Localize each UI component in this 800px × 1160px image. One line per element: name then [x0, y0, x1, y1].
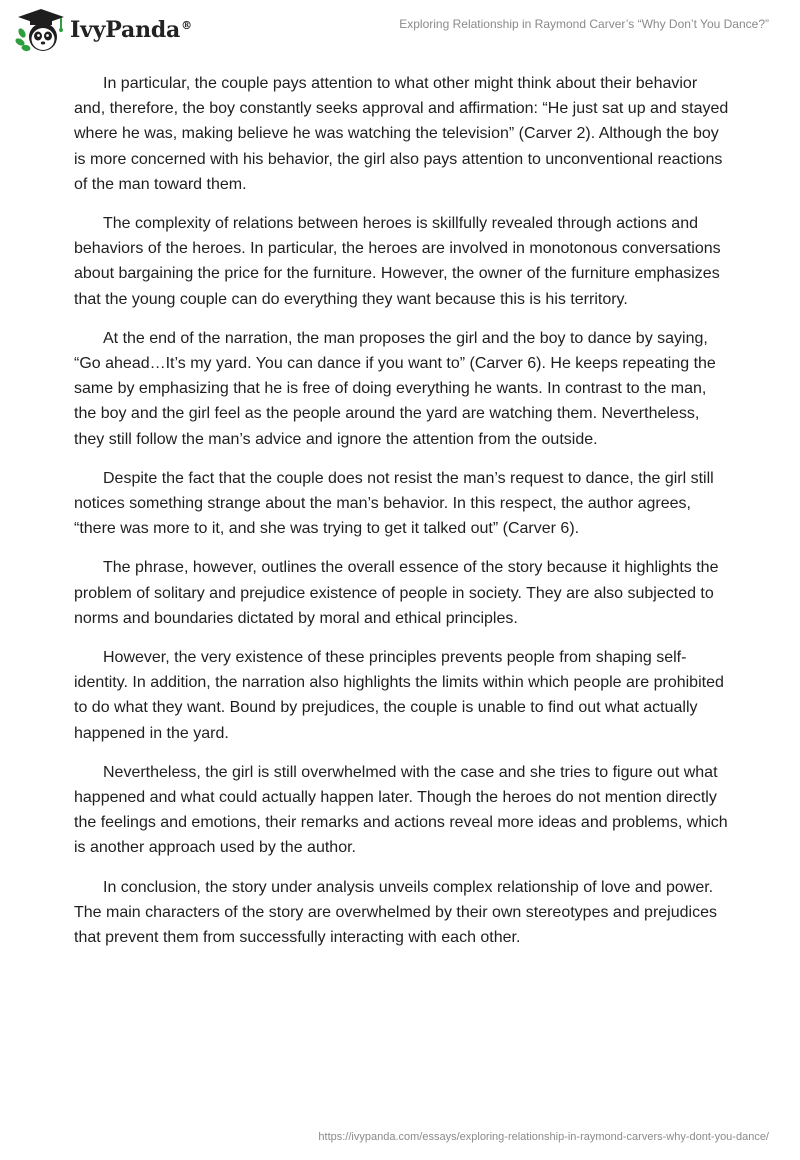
essay-body [74, 71, 730, 964]
page-header [0, 0, 800, 60]
logo-wordmark [70, 17, 192, 43]
paragraph: In particular, the couple pays attention to what other might think about their behavior and, therefore, the boy constantly seeks approval and affirmation: “He just sat up and stayed where he was, making believe he was watching the television” (Carver 2). Although the boy is more concerned with his behavior, the girl also pays attention to unconventional reactions of the man toward them. [74, 75, 729, 193]
paragraph: The phrase, however, outlines the overall essence of the story because it highlights the problem of solitary and prejudice existence of people in society. They are also subjected to norms and boundaries dictated by moral and ethical principles. [74, 559, 719, 627]
paragraph: Despite the fact that the couple does not resist the man’s request to dance, the girl still notices something strange about the man’s behavior. In this respect, the author agrees, “there was more to it, and she was trying to get it talked out” (Carver 6). [74, 469, 714, 538]
paragraph: The complexity of relations between heroes is skillfully revealed through actions and behaviors of the heroes. In particular, the heroes are involved in monotonous conversations about bargaining the price for the furniture. However, the owner of the furniture emphasizes that the young couple can do everything they want because this is his territory. [74, 215, 721, 308]
registered-mark: ® [181, 19, 192, 32]
source-url-link[interactable]: https://ivypanda.com/essays/exploring-relationship-in-raymond-carvers-why-dont-you-dance/ [318, 1131, 769, 1143]
document-title: Exploring Relationship in Raymond Carver’s “Why Don’t You Dance?” [399, 17, 769, 31]
logo-text: IvyPanda [70, 17, 181, 43]
paragraph: However, the very existence of these principles prevents people from shaping self-identity. In addition, the narration also highlights the limits within which people are prohibited to do what they want. Bound by prejudices, the couple is unable to find out what actually happened in the yard. [74, 649, 724, 742]
panda-graduate-icon [14, 7, 68, 53]
ivypanda-logo[interactable] [14, 6, 192, 54]
paragraph: Nevertheless, the girl is still overwhelmed with the case and she tries to figure out what happened and what could actually happen later. Though the heroes do not mention directly the feelings and emotions, their remarks and actions reveal more ideas and problems, which is another approach used by the author. [74, 763, 728, 857]
paragraph: In conclusion, the story under analysis unveils complex relationship of love and power. The main characters of the story are overwhelmed by their own stereotypes and prejudices that prevent them from successfully interacting with each other. [74, 878, 717, 947]
paragraph: At the end of the narration, the man proposes the girl and the boy to dance by saying, “Go ahead…It’s my yard. You can dance if you want to” (Carver 6). He keeps repeating the same by emphasizing that he is free of doing everything he wants. In contrast to the man, the boy and the girl feel as the people around the yard are watching them. Nevertheless, they still follow the man’s advice and ignore the attention from the outside. [74, 329, 716, 448]
